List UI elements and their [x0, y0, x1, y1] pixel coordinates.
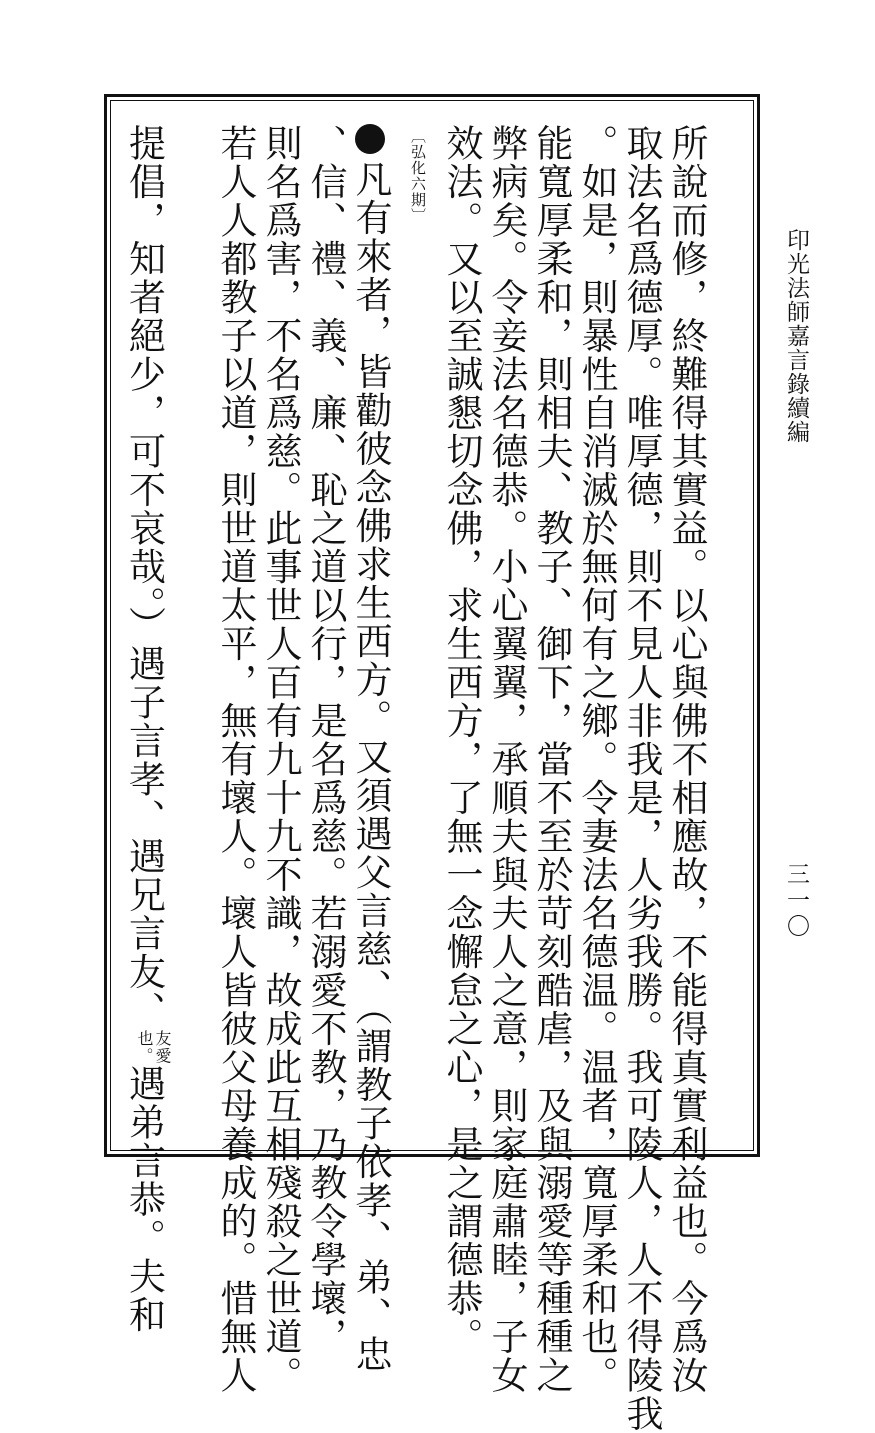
bullet-icon — [355, 124, 385, 154]
section-column-3: 則名爲害，不名爲慈。此事世人百有九十九不識，故成此互相殘殺之世道。 — [259, 124, 302, 1395]
section-column-2: 、信、禮、義、廉、恥之道以行，是名爲慈。若溺愛不教，乃教令學壞， — [304, 124, 347, 1356]
section-column-5-text: 提倡，知者絕少，可不哀哉。）遇子言孝、遇兄言友、 — [122, 124, 166, 1030]
text-column-5: 弊病矣。令妾法名德恭。小心翼翼，承順夫與夫人之意，則家庭肅睦，子女 — [485, 124, 528, 1395]
source-note: 〔弘化六期〕 — [409, 128, 427, 224]
page-number: 三一〇 — [783, 862, 809, 940]
section-column-5 — [122, 124, 172, 1334]
interlinear-note — [135, 1030, 171, 1065]
text-column-4: 能寬厚柔和，則相夫、教子、御下，當不至於苛刻酷虐，及與溺愛等種種之 — [530, 124, 573, 1395]
text-column-2: 取法名爲德厚。唯厚德，則不見人非我是，人劣我勝。我可陵人，人不得陵我 — [620, 124, 663, 1433]
interlinear-note-line-2: 也。 — [135, 1029, 154, 1065]
text-column-1: 所說而修，終難得其實益。以心與佛不相應故，不能得真實利益也。今爲汝 — [665, 124, 708, 1395]
section-column-1 — [348, 124, 392, 1374]
text-column-6: 效法。又以至誠懇切念佛，求生西方，了無一念懈怠之心，是之謂德恭。 — [440, 124, 483, 1356]
section-column-1-text: 凡有來者，皆勸彼念佛求生西方。又須遇父言慈、（謂教子依孝、弟、忠 — [349, 160, 392, 1374]
section-column-5-tail: 遇弟言恭。夫和 — [122, 1064, 166, 1334]
section-column-4: 若人人都教子以道，則世道太平，無有壞人。壞人皆彼父母養成的。惜無人 — [214, 124, 257, 1395]
interlinear-note-line-1: 友愛 — [153, 1029, 172, 1065]
running-title: 印光法師嘉言錄續編 — [783, 228, 809, 444]
text-column-3: 。如是，則暴性自消滅於無何有之鄉。令妻法名德温。温者，寬厚柔和也。 — [575, 124, 618, 1395]
